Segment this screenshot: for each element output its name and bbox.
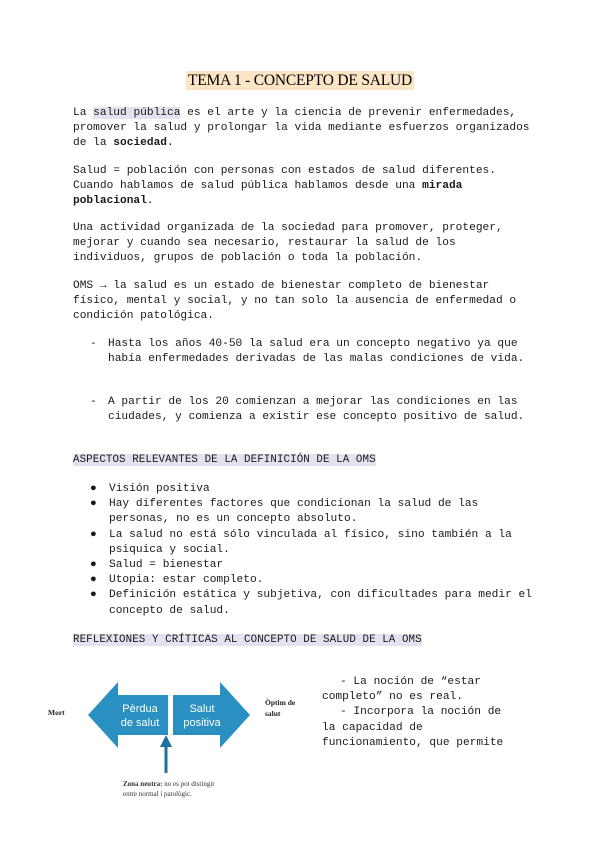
p2-text-a: Salud = población con personas con estados de salud diferentes. Cuando hablamos de salud pública hablamos desde una xyxy=(73,165,496,193)
up-arrow-shaft xyxy=(165,745,168,773)
neutral-zone-label-line1 xyxy=(123,780,215,788)
reflection-line-1: - La noción de “estar xyxy=(340,676,481,688)
p1-text-c: . xyxy=(167,137,174,150)
p1-text-a: La xyxy=(73,107,94,119)
p1-bold: sociedad xyxy=(113,137,168,150)
history-item-1 xyxy=(90,337,530,367)
right-arrow-label-line2: positiva xyxy=(183,717,221,729)
bullet-icon: ● xyxy=(90,589,97,602)
reflections-text xyxy=(322,675,522,751)
list-item-text: La salud no está sólo vinculada al físico, sino también a la psiquica y social. xyxy=(109,528,512,556)
section-heading-aspects xyxy=(73,453,376,468)
left-arrow-label-line1: Pèrdua xyxy=(122,703,158,715)
list-item xyxy=(73,482,533,497)
up-arrow-head-icon xyxy=(160,735,172,747)
bullet-icon: ● xyxy=(90,498,97,511)
bullet-icon: ● xyxy=(90,574,97,587)
aspects-list xyxy=(73,482,533,619)
p2-bold: mirada poblacional xyxy=(73,180,463,208)
list-item-text: Definición estática y subjetiva, con dificultades para medir el concepto de salud. xyxy=(109,589,532,617)
list-item xyxy=(73,528,533,558)
reflection-line-3: - Incorpora la noción de xyxy=(340,706,502,719)
neutral-zone-title: Zona neutra: xyxy=(123,780,163,788)
section-heading-reflections-text: REFLEXIONES Y CRÍTICAS AL CONCEPTO DE SALUD DE LA OMS xyxy=(73,634,422,646)
bullet-icon: ● xyxy=(90,559,97,572)
right-arrow-shape xyxy=(173,682,250,748)
list-item xyxy=(73,588,533,618)
p1-text-b: es el arte y la ciencia de prevenir enfermedades, promover la salud y prolongar la vida mediante esfuerzos organizados de la xyxy=(73,107,530,150)
dash-marker: - xyxy=(90,396,97,408)
diagram-left-end-label: Mort xyxy=(48,708,65,717)
list-item xyxy=(73,497,533,527)
neutral-zone-label-line2: entre normal i patològic. xyxy=(123,790,192,798)
list-item-text: Salud = bienestar xyxy=(109,559,224,572)
left-arrow-shape xyxy=(88,682,168,748)
right-arrow-label-line1: Salut xyxy=(189,703,215,715)
reflection-line-2: completo” no es real. xyxy=(322,691,463,704)
reflection-line-5: funcionamiento, que permite xyxy=(322,736,504,749)
list-item-text: Visión positiva xyxy=(109,483,210,495)
list-item xyxy=(73,558,533,573)
page-title-text: TEMA 1 - CONCEPTO DE SALUD xyxy=(187,72,412,89)
left-arrow-label-line2: de salut xyxy=(120,717,160,729)
intro-paragraph-2 xyxy=(73,164,533,210)
health-continuum-diagram xyxy=(40,678,330,818)
neutral-zone-text-1: no es pot distingir xyxy=(162,780,215,788)
intro-paragraph-3: Una actividad organizada de la sociedad para promover, proteger, mejorar y cuando sea necesario, restaurar la salud de los individuos, grupos de población o toda la población. xyxy=(73,222,503,265)
history-item-2 xyxy=(90,395,530,425)
history-item-text: A partir de los 20 comienzan a mejorar las condiciones en las ciudades, y comienza a existir ese concepto positivo de salud. xyxy=(108,396,525,424)
bullet-icon: ● xyxy=(90,483,97,495)
section-heading-aspects-text: ASPECTOS RELEVANTES DE LA DEFINICIÓN DE LA OMS xyxy=(73,454,376,466)
list-item xyxy=(73,573,533,588)
history-item-text: Hasta los años 40-50 la salud era un concepto negativo ya que había enfermedades derivadas de las malas condiciones de vida. xyxy=(108,338,525,366)
bullet-icon: ● xyxy=(90,528,97,541)
page-title xyxy=(0,72,600,90)
p2-text-c: . xyxy=(146,195,154,208)
dash-marker: - xyxy=(90,338,97,350)
diagram-right-end-label-line1: Òptim de xyxy=(265,698,296,707)
intro-paragraph-4: OMS → la salud es un estado de bienestar completo de bienestar físico, mental y social, y no tan solo la ausencia de enfermedad o condición patológica. xyxy=(73,280,517,323)
intro-paragraph-1 xyxy=(73,106,533,152)
list-item-text: Hay diferentes factores que condicionan la salud de las personas, no es un concepto absoluto. xyxy=(109,498,479,526)
reflection-line-4: la capacidad de xyxy=(322,721,423,734)
diagram-right-end-label-line2: salut xyxy=(265,709,281,718)
p1-highlight: salud pública xyxy=(93,107,181,119)
list-item-text: Utopia: estar completo. xyxy=(109,574,264,587)
section-heading-reflections xyxy=(73,633,422,648)
